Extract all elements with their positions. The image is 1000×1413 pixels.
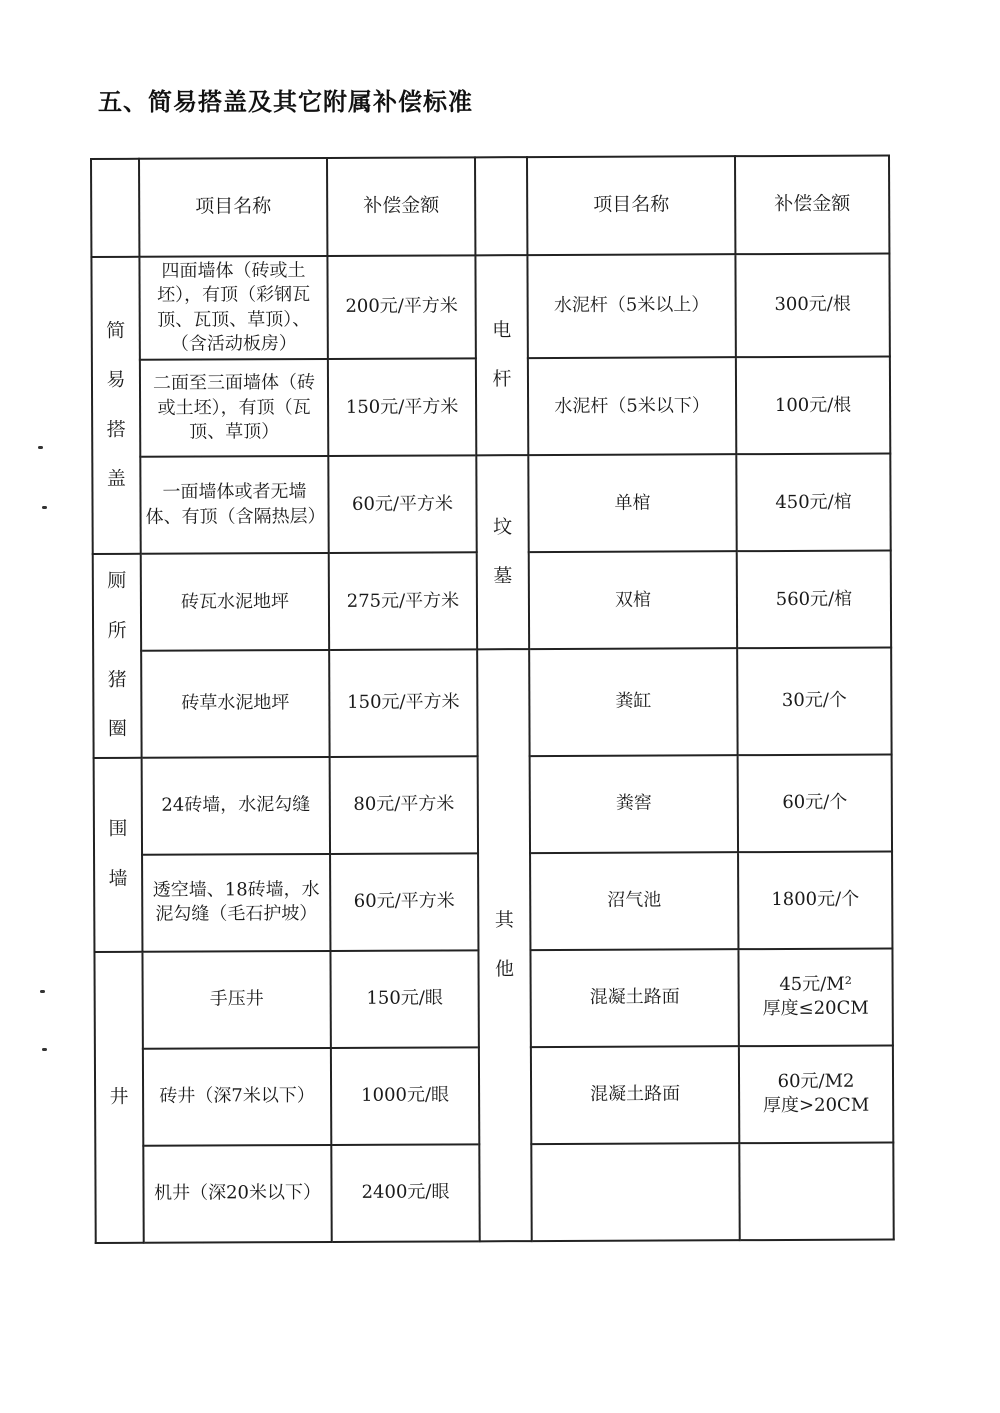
item-amount: 30元/个 — [737, 648, 891, 755]
category-jianyi: 简易搭盖 — [91, 257, 140, 554]
table-row — [93, 648, 891, 758]
item-amount: 450元/棺 — [736, 454, 890, 552]
amount-line2: 厚度>20CM — [762, 1094, 870, 1117]
item-amount: 60元/个 — [738, 754, 892, 852]
item-name: 混凝土路面 — [531, 1046, 739, 1144]
item-amount: 60元/平方米 — [330, 853, 478, 951]
header-left-amount: 补偿金额 — [327, 157, 475, 256]
item-name: 一面墙体或者无墙体、有顶（含隔热层） — [140, 456, 328, 554]
item-name: 机井（深20米以下） — [143, 1145, 331, 1243]
header-right-amount: 补偿金额 — [735, 156, 889, 255]
item-name: 24砖墙，水泥勾缝 — [142, 757, 330, 855]
item-amount: 300元/根 — [735, 254, 889, 358]
category-qita: 其他 — [477, 649, 532, 1241]
item-amount: 150元/平方米 — [328, 359, 476, 457]
item-name: 四面墙体（砖或土坯），有顶（彩钢瓦顶、瓦顶、草顶）、（含活动板房） — [139, 256, 327, 360]
item-amount: 60元/平方米 — [328, 456, 476, 554]
item-name: 砖井（深7米以下） — [143, 1048, 331, 1146]
item-amount: 80元/平方米 — [330, 756, 478, 854]
header-left-name: 项目名称 — [139, 158, 327, 257]
item-amount: 1800元/个 — [738, 851, 892, 949]
item-amount — [739, 1045, 893, 1143]
scan-speck — [38, 446, 43, 449]
category-cesuo: 厕所猪圈 — [93, 554, 142, 758]
table-row — [92, 454, 890, 554]
amount-line2: 厚度≤20CM — [762, 997, 869, 1020]
table-header-row — [91, 156, 889, 257]
item-name: 单棺 — [528, 454, 736, 552]
item-amount: 100元/根 — [736, 357, 890, 455]
item-name: 砖瓦水泥地坪 — [141, 553, 329, 651]
item-amount: 560元/棺 — [737, 551, 891, 649]
category-weiqiang: 围墙 — [94, 758, 143, 952]
empty-cell — [739, 1142, 893, 1240]
amount-line1: 45元/M² — [779, 973, 852, 995]
table-row — [91, 254, 889, 361]
item-name: 水泥杆（5米以上） — [527, 254, 735, 358]
scan-speck — [42, 506, 47, 509]
item-name: 二面至三面墙体（砖或土坯），有顶（瓦顶、草顶） — [140, 359, 328, 457]
item-name: 水泥杆（5米以下） — [528, 357, 736, 455]
item-amount: 1000元/眼 — [331, 1047, 479, 1145]
empty-cell — [531, 1143, 739, 1241]
item-name: 砖草水泥地坪 — [141, 650, 329, 757]
compensation-table — [90, 155, 895, 1244]
category-fenmu: 坟墓 — [476, 455, 529, 649]
category-jing: 井 — [94, 952, 143, 1243]
amount-line1: 60元/M2 — [777, 1070, 855, 1092]
category-diangan: 电杆 — [475, 255, 528, 455]
item-amount: 200元/平方米 — [327, 255, 475, 359]
header-corner-right — [475, 157, 527, 255]
item-amount: 150元/眼 — [330, 950, 478, 1048]
item-amount: 2400元/眼 — [331, 1144, 479, 1242]
scan-speck — [40, 990, 45, 993]
item-name: 透空墙、18砖墙，水泥勾缝（毛石护坡） — [142, 854, 330, 952]
item-name: 粪缸 — [529, 648, 737, 755]
page-title: 五、简易搭盖及其它附属补偿标准 — [98, 88, 473, 116]
header-right-name: 项目名称 — [527, 156, 735, 255]
item-name: 混凝土路面 — [530, 949, 738, 1047]
item-amount: 275元/平方米 — [329, 553, 477, 651]
item-amount: 150元/平方米 — [329, 650, 477, 757]
item-name: 双棺 — [529, 551, 737, 649]
item-amount — [738, 948, 892, 1046]
item-name: 粪窖 — [530, 755, 738, 853]
scan-speck — [42, 1048, 47, 1051]
item-name: 手压井 — [142, 951, 330, 1049]
item-name: 沼气池 — [530, 852, 738, 950]
header-corner-left — [91, 159, 139, 257]
